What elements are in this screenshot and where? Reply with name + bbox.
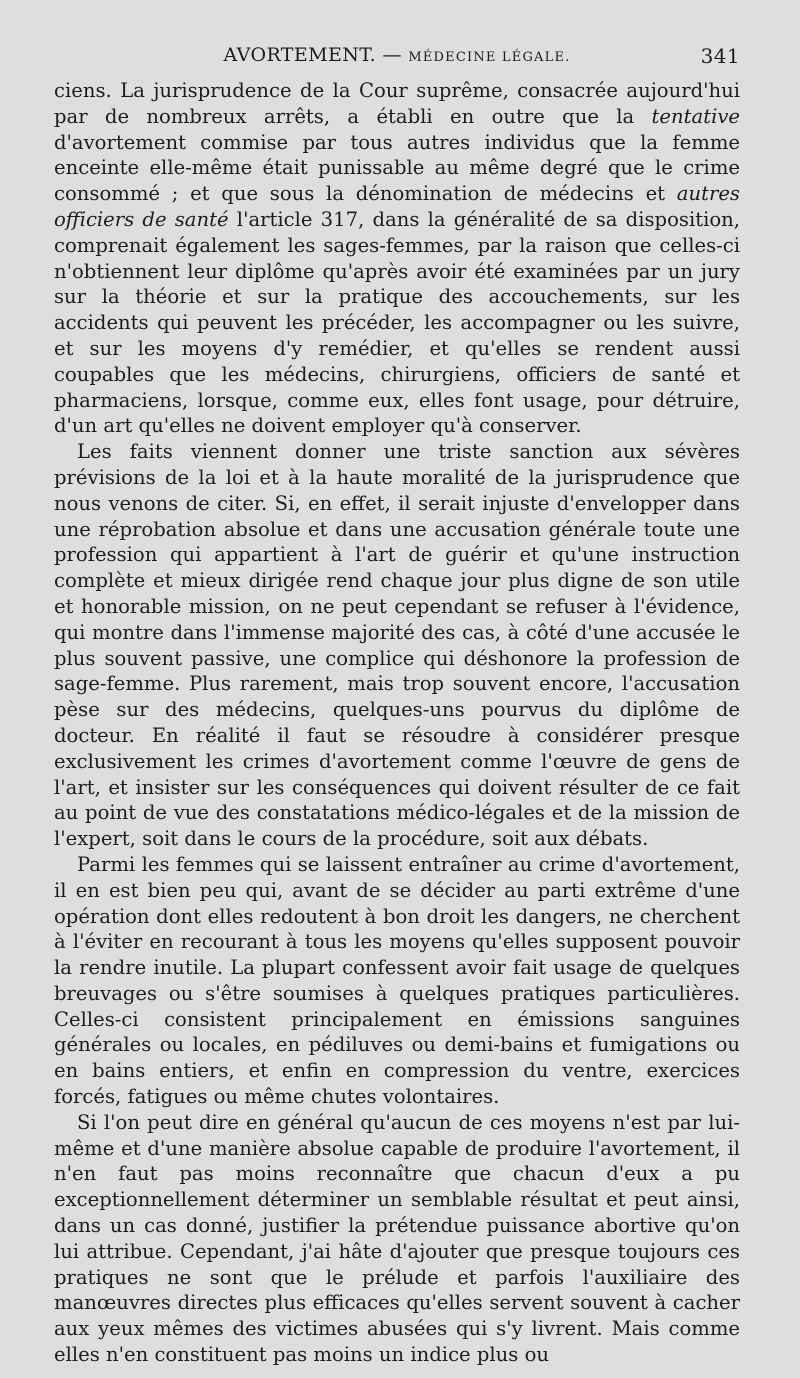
running-header	[54, 44, 740, 76]
paragraph-1	[54, 78, 740, 439]
paragraph-1-part-c: l'article 317, dans la généralité de sa disposition, comprenait également les sages-femmes, par la raison que celles-ci n'obtiennent leur diplôme qu'après avoir été examinées par un jury sur la théorie et sur la pratique des accouchements, sur les accidents qui peuvent les précéder, les accompagner ou les suivre, et sur les moyens d'y remédier, et qu'elles se rendent aussi coupables que les médecins, chirurgiens, officiers de santé et pharmaciens, lorsque, comme eux, elles font usage, pour détruire, d'un art qu'elles ne doivent employer qu'à conserver.	[54, 207, 740, 438]
italic-tentative: tentative	[651, 104, 740, 128]
paragraph-3: Parmi les femmes qui se laissent entraîner au crime d'avortement, il en est bien peu qui, avant de se décider au parti extrême d'une opération dont elles redoutent à bon droit les dangers, ne cherchent à l'éviter en recourant à tous les moyens qu'elles supposent pouvoir la rendre inutile. La plupart confessent avoir fait usage de quelques breuvages ou s'être soumises à quelques pratiques particulières. Celles-ci consistent principalement en émissions sanguines générales ou locales, en pédiluves ou demi-bains et fumigations ou en bains entiers, et enfin en compression du ventre, exercices forcés, fatigues ou même chutes volontaires.	[54, 852, 740, 1109]
running-title-main: AVORTEMENT.	[223, 44, 377, 66]
running-title-sub: MÉDECINE LÉGALE.	[408, 50, 571, 65]
page-number: 341	[700, 44, 740, 68]
running-title	[54, 44, 740, 66]
running-title-dash: —	[382, 44, 402, 66]
paragraph-1-part-a: ciens. La jurisprudence de la Cour suprême, consacrée aujourd'hui par de nombreux arrêts, a établi en outre que la	[54, 79, 740, 128]
page-body	[54, 78, 740, 1368]
paragraph-2: Les faits viennent donner une triste sanction aux sévères prévisions de la loi et à la haute moralité de la jurisprudence que nous venons de citer. Si, en effet, il serait injuste d'envelopper dans une réprobation absolue et dans une accusation générale toute une profession qui appartient à l'art de guérir et qu'une instruction complète et mieux dirigée rend chaque jour plus digne de son utile et honorable mission, on ne peut cependant se refuser à l'évidence, qui montre dans l'immense majorité des cas, à côté d'une accusée le plus souvent passive, une complice qui déshonore la profession de sage-femme. Plus rarement, mais trop souvent encore, l'accusation pèse sur des médecins, quelques-uns pourvus du diplôme de docteur. En réalité il faut se résoudre à considérer presque exclusivement les crimes d'avortement comme l'œuvre de gens de l'art, et insister sur les conséquences qui doivent résulter de ce fait au point de vue des constatations médico-légales et de la mission de l'expert, soit dans le cours de la procédure, soit aux débats.	[54, 440, 740, 851]
paragraph-1-part-b: d'avortement commise par tous autres individus que la femme enceinte elle-même était punissable au même degré que le crime consommé ; et que sous la dénomination de médecins et	[54, 130, 740, 206]
paragraph-4: Si l'on peut dire en général qu'aucun de ces moyens n'est par lui-même et d'une manière absolue capable de produire l'avortement, il n'en faut pas moins reconnaître que chacun d'eux a pu exceptionnellement déterminer un semblable résultat et peut ainsi, dans un cas donné, justifier la prétendue puissance abortive qu'on lui attribue. Cependant, j'ai hâte d'ajouter que presque toujours ces pratiques ne sont que le prélude et parfois l'auxiliaire des manœuvres directes plus efficaces qu'elles servent souvent à cacher aux yeux mêmes des victimes abusées qui s'y livrent. Mais comme elles n'en constituent pas moins un indice plus ou	[54, 1110, 740, 1367]
italic-autres-officiers: autres officiers de santé	[54, 182, 740, 231]
